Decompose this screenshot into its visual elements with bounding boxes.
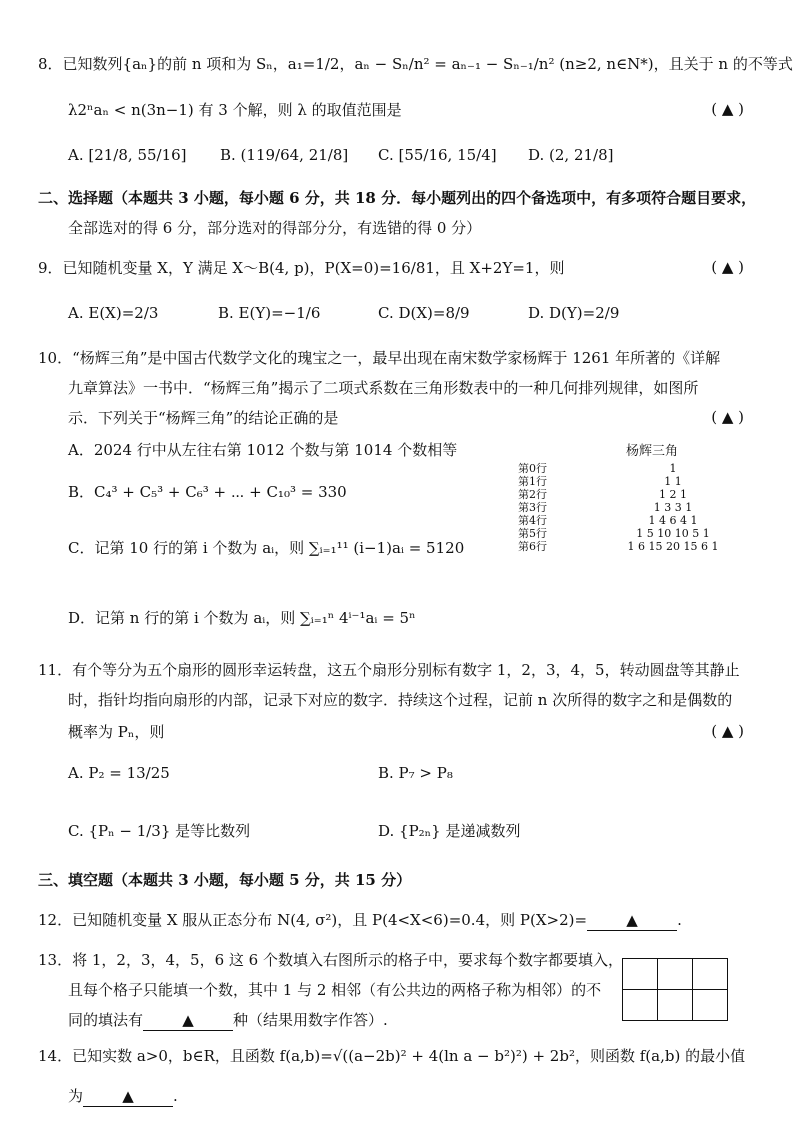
yanghui-triangle-title: 杨辉三角 (626, 444, 679, 459)
q10-line3: 示．下列关于“杨辉三角”的结论正确的是 (68, 409, 339, 427)
yanghui-row-numbers: 1 5 10 10 5 1 (636, 527, 710, 540)
section3-heading: 三、填空题（本题共 3 小题，每小题 5 分，共 15 分） (38, 871, 412, 889)
grid-cell (693, 990, 728, 1021)
q10-option-b: B．C₄³ + C₅³ + C₆³ + ⋯ + C₁₀³ = 330 (68, 483, 347, 501)
yanghui-row-numbers: 1 1 (664, 475, 682, 488)
q8-line1: 8．已知数列{aₙ}的前 n 项和为 Sₙ，a₁=1/2，aₙ − Sₙ/n² = aₙ₋₁ − Sₙ₋₁/n² (n≥2, n∈N*)，且关于 n 的不等式 (38, 55, 793, 73)
q8-line2: λ2ⁿaₙ < n(3n−1) 有 3 个解，则 λ 的取值范围是 (68, 101, 402, 119)
section2-heading-line2: 全部选对的得 6 分，部分选对的得部分分，有选错的得 0 分） (68, 219, 482, 237)
yanghui-row-numbers: 1 6 15 20 15 6 1 (627, 540, 719, 553)
q9-option-d: D. D(Y)=2/9 (528, 304, 620, 322)
q14-line1: 14．已知实数 a>0，b∈R，且函数 f(a,b)=√((a−2b)² + 4(ln a − b²)²) + 2b²，则函数 f(a,b) 的最小值 (38, 1047, 746, 1065)
grid-cell (693, 959, 728, 990)
q11-option-b: B. P₇ > P₈ (378, 764, 453, 782)
q11-option-d: D. {P₂ₙ} 是递减数列 (378, 822, 521, 840)
q9-line1: 9．已知随机变量 X，Y 满足 X～B(4, p)，P(X=0)=16/81，且 X+2Y=1，则 (38, 259, 565, 277)
yanghui-row-label: 第0行 (518, 462, 547, 475)
yanghui-row-numbers: 1 2 1 (659, 488, 687, 501)
grid-cell (623, 959, 658, 990)
q8-option-c: C. [55/16, 15/4] (378, 146, 497, 164)
q8-option-b: B. (119/64, 21/8] (220, 146, 349, 164)
q12-line (38, 910, 682, 931)
q8-option-d: D. (2, 21/8] (528, 146, 614, 164)
q13-text-pre: 同的填法有 (68, 1011, 144, 1029)
q13-answer-blank[interactable]: ▲ (143, 1010, 233, 1031)
yanghui-row-label: 第6行 (518, 540, 547, 553)
yanghui-row-label: 第2行 (518, 488, 547, 501)
yanghui-row-numbers: 1 4 6 4 1 (648, 514, 698, 527)
q11-line1: 11．有个等分为五个扇形的圆形幸运转盘，这五个扇形分别标有数字 1，2，3，4，5，转动圆盘等其静止 (38, 661, 740, 679)
q8-answer-mark: ( ▲ ) (711, 100, 744, 118)
q13-line3 (68, 1010, 388, 1031)
q13-text-post: 种（结果用数字作答）. (233, 1011, 388, 1029)
q12-answer-blank[interactable]: ▲ (587, 910, 677, 931)
q11-line2: 时，指针均指向扇形的内部，记录下对应的数字．持续这个过程，记前 n 次所得的数字之和是偶数的 (68, 691, 733, 709)
q12-text: 12．已知随机变量 X 服从正态分布 N(4, σ²)，且 P(4<X<6)=0.4，则 P(X>2)= (38, 911, 588, 929)
yanghui-row-label: 第5行 (518, 527, 547, 540)
grid-cell (658, 990, 693, 1021)
q8-option-a: A. [21/8, 55/16] (68, 146, 187, 164)
section2-heading-line1: 二、选择题（本题共 3 小题，每小题 6 分，共 18 分．每小题列出的四个备选项中，有多项符合题目要求， (38, 189, 757, 207)
q14-line2 (68, 1086, 178, 1107)
q9-option-b: B. E(Y)=−1/6 (218, 304, 321, 322)
q9-option-c: C. D(X)=8/9 (378, 304, 470, 322)
grid-cell (658, 959, 693, 990)
q10-line2: 九章算法》一书中．“杨辉三角”揭示了二项式系数在三角形数表中的一种几何排列规律，如图所 (68, 379, 699, 397)
q10-option-a: A．2024 行中从左往右第 1012 个数与第 1014 个数相等 (68, 441, 458, 459)
q9-answer-mark: ( ▲ ) (711, 258, 744, 276)
q10-line1: 10．“杨辉三角”是中国古代数学文化的瑰宝之一，最早出现在南宋数学家杨辉于 1261 年所著的《详解 (38, 349, 721, 367)
q11-option-a: A. P₂ = 13/25 (68, 764, 170, 782)
q12-end: . (677, 911, 682, 929)
q10-option-d: D．记第 n 行的第 i 个数为 aᵢ，则 ∑ᵢ₌₁ⁿ 4ⁱ⁻¹aᵢ = 5ⁿ (68, 609, 416, 627)
q11-option-c: C. {Pₙ − 1/3} 是等比数列 (68, 822, 251, 840)
q11-answer-mark: ( ▲ ) (711, 722, 744, 740)
grid-cell (623, 990, 658, 1021)
yanghui-row-label: 第3行 (518, 501, 547, 514)
yanghui-row-numbers: 1 3 3 1 (653, 501, 693, 514)
yanghui-row-numbers: 1 (669, 462, 677, 475)
q13-line1: 13．将 1，2，3，4，5，6 这 6 个数填入右图所示的格子中，要求每个数字都要填入， (38, 951, 623, 969)
q10-option-c: C．记第 10 行的第 i 个数为 aᵢ，则 ∑ᵢ₌₁¹¹ (i−1)aᵢ = 5120 (68, 539, 465, 557)
q14-answer-blank[interactable]: ▲ (83, 1086, 173, 1107)
q14-text-pre: 为 (68, 1087, 84, 1105)
q10-answer-mark: ( ▲ ) (711, 408, 744, 426)
q9-option-a: A. E(X)=2/3 (68, 304, 159, 322)
q14-end: . (173, 1087, 178, 1105)
yanghui-row-label: 第1行 (518, 475, 547, 488)
yanghui-row-label: 第4行 (518, 514, 547, 527)
q11-line3: 概率为 Pₙ，则 (68, 723, 165, 741)
q13-line2: 且每个格子只能填一个数，其中 1 与 2 相邻（有公共边的两格子称为相邻）的不 (68, 981, 602, 999)
q13-grid-figure (622, 958, 730, 1024)
